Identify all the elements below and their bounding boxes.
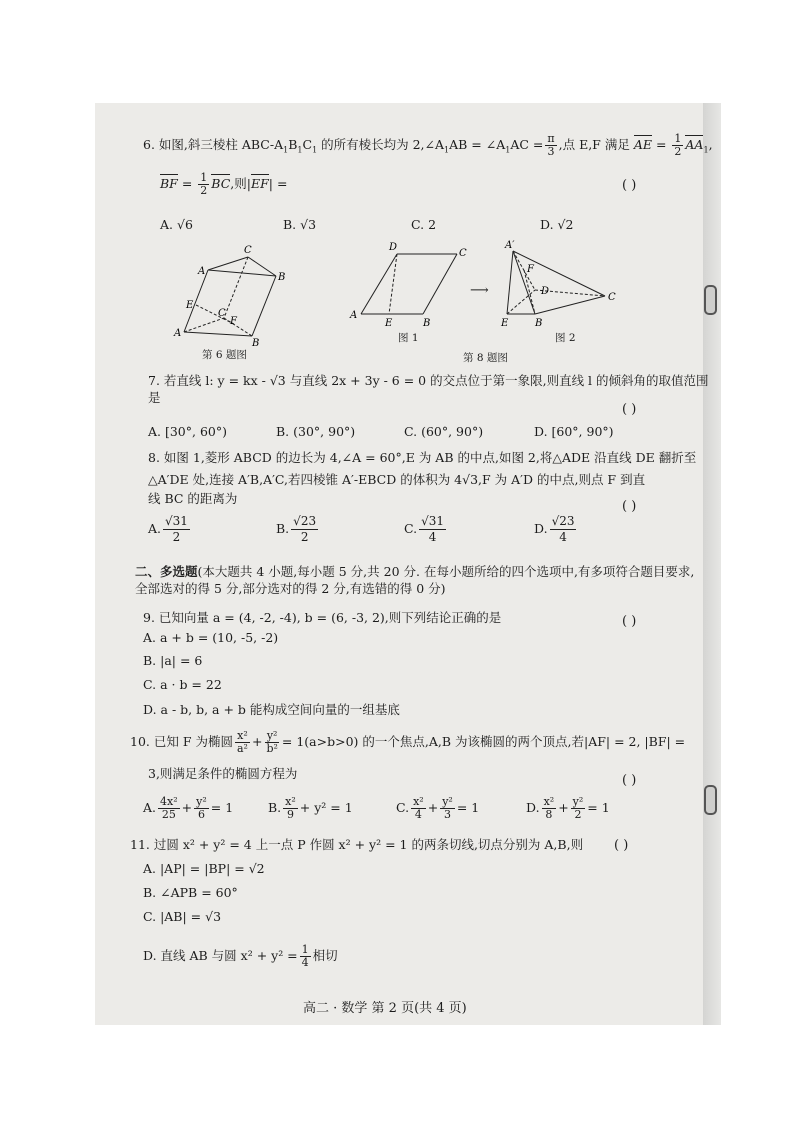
q6-line2: BF = $\frac{1}{2}$ BC,则|EF| = [160,171,288,197]
q6-option-a: A. √6 [160,217,193,232]
q11-stem: 11. 过圆 x² + y² = 4 上一点 P 作圆 x² + y² = 1 的两条切线,切点分别为 A,B,则 [130,837,584,852]
svg-text:A: A [174,328,182,339]
q7-line1: 7. 若直线 l: y = kx - √3 与直线 2x + 3y - 6 = 0 的交点位于第一象限,则直线 l 的倾斜角的取值范围 [148,373,709,388]
q9-option-c: C. a · b = 22 [143,677,222,692]
figure-8 [345,238,635,346]
figure-8-sub1: 图 1 [398,332,419,344]
q8-option-a: A. $\frac{√31}{2}$ [148,514,188,544]
svg-text:C: C [244,245,252,256]
svg-text:B: B [252,338,260,349]
binding-hole [704,285,717,315]
q10-option-b: B. $\frac{\text{x²}}{9}$ + y² = 1 [268,795,353,821]
q11-option-b: B. ∠APB = 60° [143,885,238,900]
svg-text:F: F [527,264,534,275]
svg-text:A: A [350,310,358,321]
one-half: $\frac{1}{2}$ [674,132,682,158]
q7-option-a: A. [30°, 60°) [148,424,227,439]
section-2-instructions: (本大题共 4 小题,每小题 5 分,共 20 分. 在每小题所给的四个选项中,有多项符合题目要求,全部选对的得 5 分,部分选对的得 2 分,有选错的得 0 分) [135,564,695,596]
q6-option-d: D. √2 [540,217,574,232]
figure-8-sub2: 图 2 [555,332,576,344]
paper-binding-edge [703,103,721,1025]
q9-stem: 9. 已知向量 a = (4, -2, -4), b = (6, -3, 2),则下列结论正确的是 [143,610,502,625]
q11-option-a: A. |AP| = |BP| = √2 [143,861,265,876]
q9-option-a: A. a + b = (10, -5, -2) [143,630,279,645]
q10-stem-line2: 3,则满足条件的椭圆方程为 [148,766,298,781]
figure-6-prism [170,240,300,352]
page-footer: 高二 · 数学 第 2 页(共 4 页) [303,1001,467,1016]
svg-text:E: E [385,318,393,329]
q9-option-d: D. a - b, b, a + b 能构成空间向量的一组基底 [143,702,400,717]
q11-answer-blank: ( ) [614,838,629,853]
svg-text:D: D [389,242,398,253]
figure-8-arrow: ⟶ [470,283,489,298]
q8-line3: 线 BC 的距离为 [148,491,238,506]
svg-text:C: C [218,308,226,319]
q7-line2: 是 [148,390,161,405]
svg-text:E: E [501,318,509,329]
svg-text:F: F [230,316,237,327]
q8-line2: △A′DE 处,连接 A′B,A′C,若四棱锥 A′-EBCD 的体积为 4√3,F 为 A′D 的中点,则点 F 到直 [148,472,646,487]
pi-over-3: $\frac{\pi}{3}$ [547,132,555,158]
section-2-title: 二、多选题 [135,564,198,579]
q10-option-a: A. $\frac{\text{4x²}}{25}$ + $\frac{\text{y²}}{6}$ = 1 [143,795,234,821]
figure-6-caption: 第 6 题图 [202,349,247,361]
q7-option-c: C. (60°, 90°) [404,424,484,439]
svg-text:E: E [186,300,194,311]
q7-option-b: B. (30°, 90°) [276,424,356,439]
q9-answer-blank: ( ) [622,614,637,629]
svg-text:A′: A′ [505,240,515,251]
q7-answer-blank: ( ) [622,402,637,417]
q10-option-c: C. $\frac{\text{x²}}{4}$ + $\frac{\text{y²}}{3}$ = 1 [396,795,480,821]
q6-answer-blank: ( ) [622,178,637,193]
binding-hole [704,785,717,815]
q8-line1: 8. 如图 1,菱形 ABCD 的边长为 4,∠A = 60°,E 为 AB 的中点,如图 2,将△ADE 沿直线 DE 翻折至 [148,450,697,465]
svg-text:C: C [459,248,467,259]
svg-text:D: D [541,286,550,297]
q8-option-c: C. $\frac{√31}{4}$ [404,514,445,544]
svg-text:B: B [423,318,431,329]
q8-answer-blank: ( ) [622,499,637,514]
q6-option-c: C. 2 [411,217,437,232]
q11-option-c: C. |AB| = √3 [143,909,222,924]
q6-option-b: B. √3 [283,217,317,232]
q10-option-d: D. $\frac{\text{x²}}{8}$ + $\frac{\text{y²}}{2}$ = 1 [526,795,610,821]
svg-text:C: C [608,292,616,303]
q11-option-d: D. 直线 AB 与圆 x² + y² = $\frac{1}{4}$ 相切 [143,943,338,969]
q8-option-d: D. $\frac{√23}{4}$ [534,514,575,544]
svg-text:B: B [278,272,286,283]
q9-option-b: B. |a| = 6 [143,653,203,668]
svg-text:A: A [198,266,206,277]
q10-answer-blank: ( ) [622,773,637,788]
q8-option-b: B. $\frac{√23}{2}$ [276,514,317,544]
q7-option-d: D. [60°, 90°) [534,424,614,439]
section-2-header [135,563,695,597]
figure-8-caption: 第 8 题图 [463,352,508,364]
svg-text:B: B [535,318,543,329]
q10-stem-line1: 10. 已知 F 为椭圆 $\frac{\text{x²}}{\text{a²}}$ + $\frac{\text{y²}}{\text{b²}}$ = 1(a>b>0) 的一个焦点,A,B 为该椭圆的两个顶点,若|AF| = 2, |BF| = [130,729,686,755]
q6-line1: 6. 如图,斜三棱柱 ABC-$A_1B_1C_1$ 的所有棱长均为 $2,\angle A_1AB$ = $\angle A_1AC$ = $\frac{\pi}{3}$ ,点 E,F 满足 AE = $\frac{1}{2}$ $AA_1$, [143,132,713,158]
